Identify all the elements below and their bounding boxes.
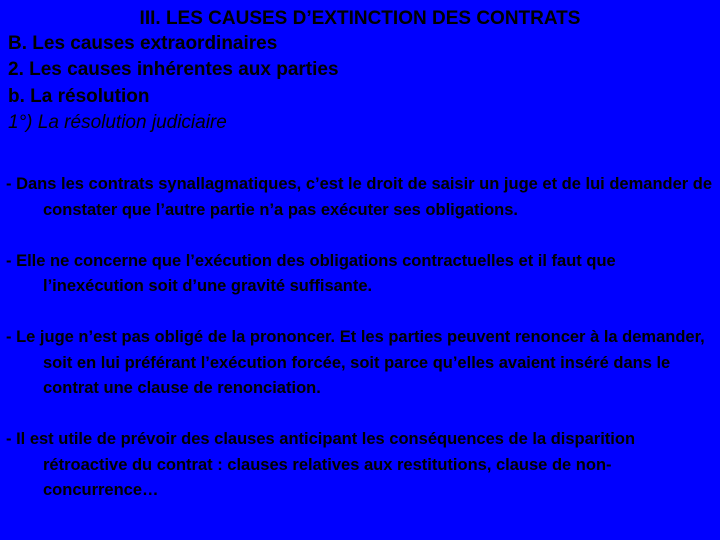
paragraph-list	[6, 172, 714, 504]
paragraph-scope: - Elle ne concerne que l’exécution des obligations contractuelles et il faut que l’inexécution soit d’une gravité suffisante.	[6, 251, 616, 295]
paragraph-definition: - Dans les contrats synallagmatiques, c’est le droit de saisir un juge et de lui demander de constater que l’autre partie n’a pas exécuter ses obligations.	[6, 175, 713, 219]
paragraph-clauses: - Il est utile de prévoir des clauses anticipant les conséquences de la disparition rétroactive du contrat : clauses relatives aux restitutions, clause de non-concurrence…	[6, 430, 636, 499]
section-heading: B. Les causes extraordinaires	[8, 33, 278, 54]
sub-subsection-heading: b. La résolution	[8, 85, 150, 107]
slide-header	[8, 6, 712, 136]
slide-title: III. LES CAUSES D’EXTINCTION DES CONTRATS	[139, 8, 581, 29]
subsection-heading: 2. Les causes inhérentes aux parties	[8, 59, 339, 81]
topic-heading: 1°) La résolution judiciaire	[8, 111, 227, 133]
paragraph-judge-discretion: - Le juge n’est pas obligé de la prononcer. Et les parties peuvent renoncer à la demander, soit en lui préférant l’exécution forcée, soit parce qu’elles avaient inséré dans le contrat une clause de renonciation.	[6, 328, 705, 397]
